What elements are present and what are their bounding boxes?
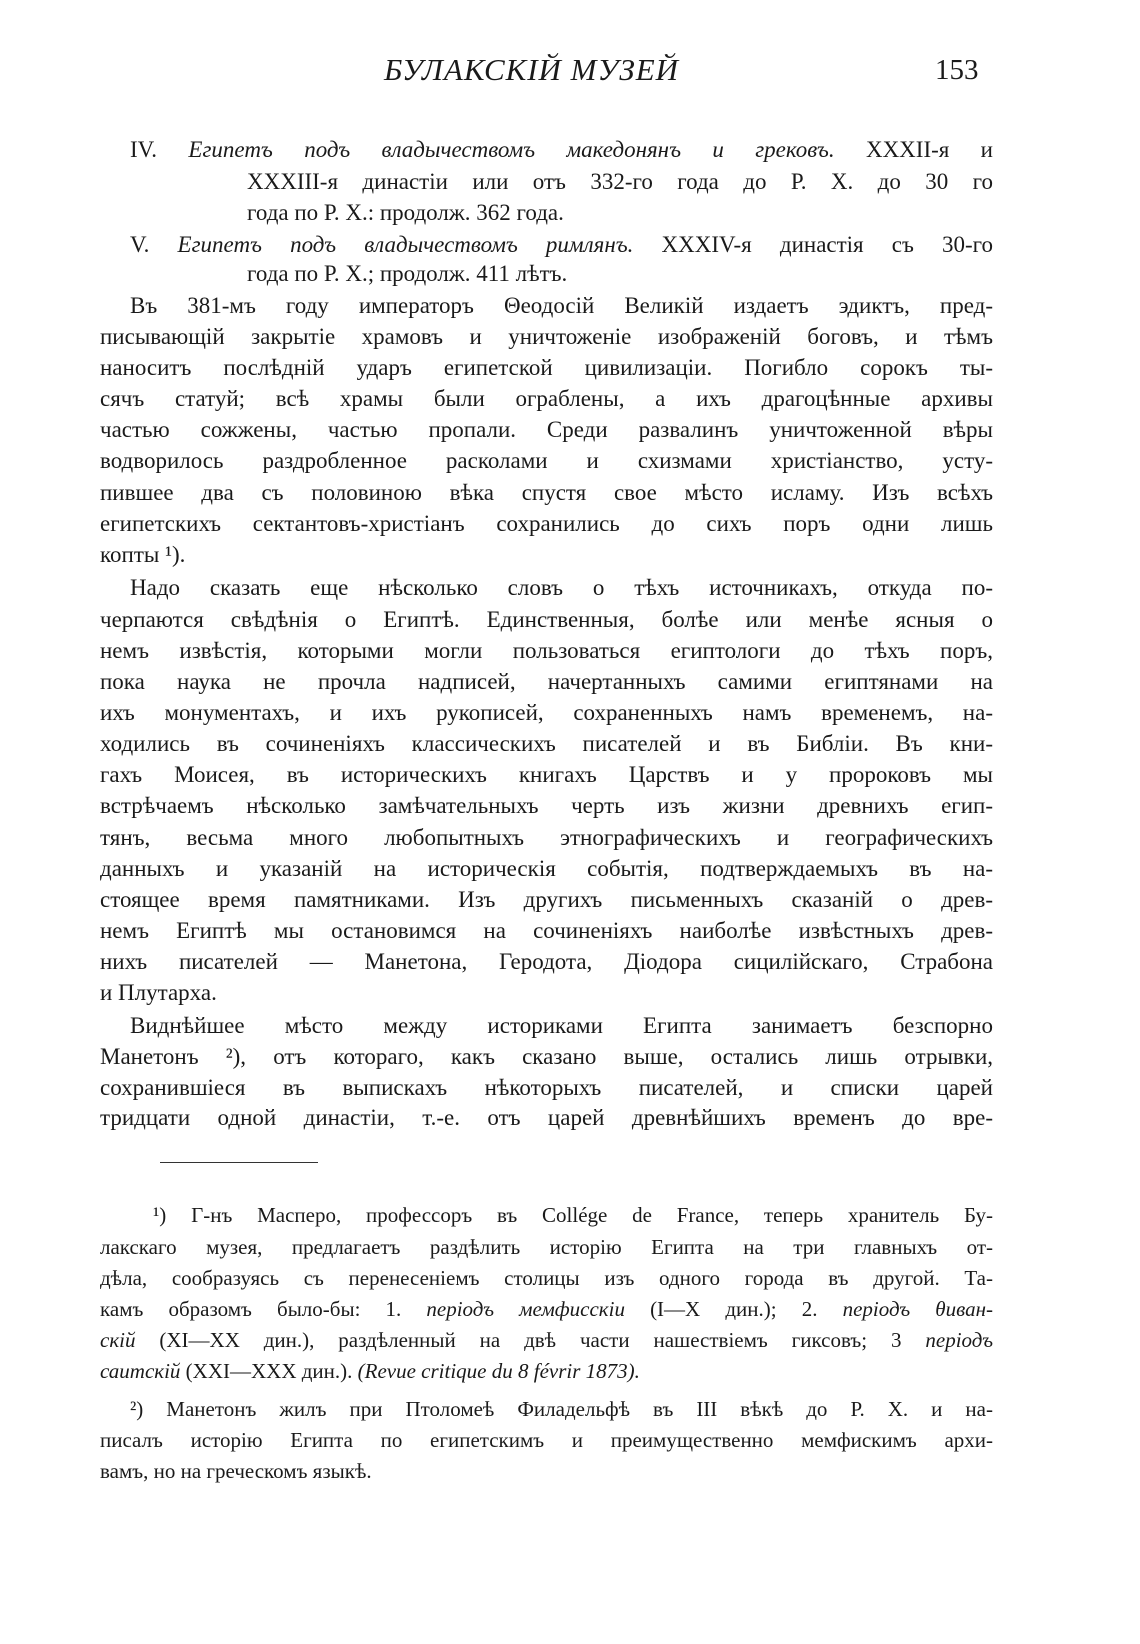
italic-text: періодъ мемфисскіи — [426, 1297, 625, 1321]
text-run: писалъ исторію Египта по египетскимъ и преимущественно мемфискимъ архи- — [100, 1428, 993, 1452]
body-line — [100, 1103, 993, 1133]
body-line — [100, 791, 993, 821]
text-run: немъ извѣстія, которыми могли пользоваться египтологи до тѣхъ поръ, — [100, 638, 993, 663]
text-run: немъ Египтѣ мы остановимся на сочиненіяхъ наиболѣе извѣстныхъ древ- — [100, 918, 993, 943]
text-run: частью сожжены, частью пропали. Среди развалинъ уничтоженной вѣры — [100, 417, 993, 442]
body-line — [130, 1011, 993, 1041]
body-line — [247, 167, 993, 197]
text-run: писывающій закрытіе храмовъ и уничтоженіе изображеній боговъ, и тѣмъ — [100, 324, 993, 349]
body-line — [100, 978, 993, 1008]
text-run: тянъ, весьма много любопытныхъ этнографическихъ и географическихъ — [100, 825, 993, 850]
text-run: вамъ, но на греческомъ языкѣ. — [100, 1459, 372, 1483]
text-run: камъ образомъ было-бы: 1. — [100, 1297, 427, 1321]
text-run: сохранившіеся въ выпискахъ нѣкоторыхъ писателей, и списки царей — [100, 1075, 993, 1100]
body-line — [100, 698, 993, 728]
body-line — [100, 415, 993, 445]
text-run: года по Р. Х.; продолж. 411 лѣтъ. — [247, 261, 568, 286]
footnotes-line — [100, 1232, 993, 1262]
body-line — [100, 823, 993, 853]
body-line — [100, 760, 993, 790]
page-number: 153 — [935, 54, 979, 86]
body-line — [130, 135, 993, 165]
body-line — [100, 636, 993, 666]
text-run: пока наука не прочла надписей, начертанныхъ самими египтянами на — [100, 669, 993, 694]
body-line — [130, 230, 993, 260]
text-run: (I—X дин.); 2. — [624, 1297, 843, 1321]
text-run: и Плутарха. — [100, 980, 217, 1005]
footnotes-line — [100, 1456, 993, 1486]
text-run: встрѣчаемъ нѣсколько замѣчательныхъ черть изъ жизни древнихъ егип- — [100, 793, 993, 818]
body-line — [100, 947, 993, 977]
text-run: копты ¹). — [100, 542, 186, 567]
text-run: ходились въ сочиненіяхъ классическихъ писателей и въ Библіи. Въ кни- — [100, 731, 993, 756]
italic-text: саитскій — [100, 1359, 181, 1383]
text-run: IV. — [130, 137, 189, 162]
text-run: ¹) Г-нъ Масперо, профессоръ въ Collége de France, теперь хранитель Бу- — [153, 1203, 993, 1227]
text-run: XXXII-я и — [834, 137, 993, 162]
text-run: Надо сказать еще нѣсколько словъ о тѣхъ источникахъ, откуда по- — [130, 575, 993, 600]
body-line — [100, 1042, 993, 1072]
text-run: черпаются свѣдѣнія о Египтѣ. Единственныя, болѣе или менѣе ясныя о — [100, 607, 993, 632]
italic-text: періодъ — [925, 1328, 993, 1352]
text-run: дѣла, сообразуясь съ перенесеніемъ столицы изъ одного города въ другой. Та- — [100, 1266, 993, 1290]
text-run: Въ 381-мъ году императоръ Θеодосій Великій издаетъ эдиктъ, пред- — [130, 293, 993, 318]
body-line — [100, 353, 993, 383]
body-line — [100, 667, 993, 697]
text-run: (XI—XX дин.), раздѣленный на двѣ части нашествіемъ гиксовъ; 3 — [135, 1328, 926, 1352]
body-line — [247, 259, 993, 289]
body-line — [100, 729, 993, 759]
body-line — [130, 291, 993, 321]
body-line — [100, 885, 993, 915]
text-run: лакскаго музея, предлагаетъ раздѣлить исторію Египта на три главныхъ от- — [100, 1235, 993, 1259]
body-line — [100, 322, 993, 352]
body-line — [100, 509, 993, 539]
footnote-separator — [160, 1162, 318, 1163]
text-run: ихъ монументахъ, и ихъ рукописей, сохраненныхъ намъ временемъ, на- — [100, 700, 993, 725]
text-run: данныхъ и указаній на историческія событія, подтверждаемыхъ въ на- — [100, 856, 993, 881]
body-line — [130, 573, 993, 603]
italic-text: Египетъ подъ владычествомъ македонянъ и грековъ. — [188, 137, 835, 162]
text-run: египетскихъ сектантовъ-христіанъ сохранились до сихъ поръ одни лишь — [100, 511, 993, 536]
body-line — [100, 854, 993, 884]
footnotes-line — [100, 1356, 993, 1386]
italic-text: скій — [100, 1328, 136, 1352]
text-run: гахъ Моисея, въ историческихъ книгахъ Царствъ и у пророковъ мы — [100, 762, 993, 787]
footnotes-line — [100, 1325, 993, 1355]
text-run: (XXI—XXX дин.). — [180, 1359, 358, 1383]
running-title: БУЛАКСКІЙ МУЗЕЙ — [384, 52, 680, 87]
italic-text: (Revue critique du 8 févrir 1873). — [357, 1359, 640, 1383]
italic-text: Египетъ подъ владычествомъ римлянъ. — [177, 232, 634, 257]
body-line — [100, 1073, 993, 1103]
text-run: Виднѣйшее мѣсто между историками Египта занимаетъ безспорно — [130, 1013, 993, 1038]
text-run: XXXIV-я династія съ 30-го — [633, 232, 993, 257]
body-line — [100, 916, 993, 946]
footnotes-line — [100, 1263, 993, 1293]
running-header — [0, 52, 1140, 92]
text-run: Манетонъ ²), отъ котораго, какъ сказано выше, остались лишь отрывки, — [100, 1044, 993, 1069]
body-line — [100, 384, 993, 414]
footnotes-line — [100, 1425, 993, 1455]
text-run: стоящее время памятниками. Изъ другихъ письменныхъ сказаній о древ- — [100, 887, 993, 912]
text-run: нихъ писателей — Манетона, Геродота, Діодора сицилійскаго, Страбона — [100, 949, 993, 974]
text-run: года по Р. Х.: продолж. 362 года. — [247, 200, 564, 225]
text-run: V. — [130, 232, 178, 257]
text-run: водворилось раздробленное расколами и схизмами христіанство, усту- — [100, 448, 993, 473]
footnotes-line — [130, 1394, 993, 1424]
footnotes-line — [153, 1200, 993, 1230]
body-line — [247, 198, 993, 228]
text-run: XXXIII-я династіи или отъ 332-го года до Р. Х. до 30 го — [247, 169, 993, 194]
body-line — [100, 478, 993, 508]
text-run: пившее два съ половиною вѣка спустя свое мѣсто исламу. Изъ всѣхъ — [100, 480, 993, 505]
body-line — [100, 540, 993, 570]
text-run: наноситъ послѣдній ударъ египетской цивилизаціи. Погибло сорокъ ты- — [100, 355, 993, 380]
text-run: ²) Манетонъ жилъ при Птоломеѣ Филадельфѣ въ III вѣкѣ до Р. Х. и на- — [130, 1397, 993, 1421]
body-line — [100, 605, 993, 635]
body-line — [100, 446, 993, 476]
italic-text: періодъ θиван- — [842, 1297, 994, 1321]
footnotes-line — [100, 1294, 993, 1324]
text-run: тридцати одной династіи, т.-е. отъ царей древнѣйшихъ временъ до вре- — [100, 1105, 993, 1130]
text-run: сячъ статуй; всѣ храмы были ограблены, а ихъ драгоцѣнные архивы — [100, 386, 993, 411]
